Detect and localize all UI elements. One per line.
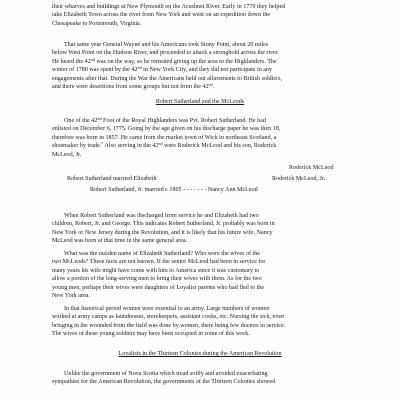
text-line: That same year General Wayne and his Americans took Stony Point, about 20 miles	[64, 42, 269, 48]
text-line: therefore was born in 1857. He came from the market town of Wick in northeast Scotland, a	[52, 134, 277, 141]
text-line: sympathies for the American Revolution, the governments of the Thirteen Colonies showed	[52, 379, 276, 386]
paragraph-5	[52, 250, 354, 300]
superscript: nd	[90, 56, 95, 62]
text-line: The wives of these young soldiers may have been occupied in some of this work.	[52, 331, 250, 338]
text-line: young men, perhaps their wives were daughters of Loyalist parents who had fled to the	[52, 284, 265, 291]
paragraph-3	[52, 117, 354, 159]
paragraph-2	[52, 41, 354, 91]
text-line: many years his wife might have come with him to America since it was customary to	[52, 267, 260, 274]
ancestry-roderick-mcleod: Roderick McLeod	[289, 165, 334, 171]
superscript: nd	[97, 115, 102, 121]
section-heading-loyalists: Loyalists in the Thirteen Colonies during the American Revolution	[118, 351, 282, 357]
superscript: nd	[208, 81, 213, 87]
text-line: New York area.	[52, 293, 90, 300]
text-line: New York or New Jersey during the Revolution, and it is likely that his future wife, Nancy	[52, 229, 273, 236]
text-line: take Elizabeth Town across the river from New York and went on an expedition down the	[52, 12, 271, 19]
superscript: nd	[158, 141, 163, 147]
text-line: McLeod was born at that time in the same general area.	[52, 238, 188, 245]
text-line: engagements after that. During the War the Americans held out allurements to British soldiers,	[52, 75, 283, 82]
text-line: In that historical period women were essential to an army. Large numbers of women	[64, 306, 270, 312]
text-line: below West Point on the Hudson River, and proceeded to attack a stronghold across the river.	[52, 50, 280, 57]
ancestry-marriage-robert-jr-nancy: Robert Sutherland, Jr. married c 1805 - - - - - - - Nancy Ann McLeod	[90, 187, 258, 193]
text-line: When Robert Sutherland was discharged from service he and Elizabeth had two	[64, 213, 259, 219]
text-line: McLeod, Jr.	[52, 151, 82, 158]
text-line: What was the maiden name of Elizabeth Sutherland? Who were the wives of the	[64, 251, 261, 257]
paragraph-7	[52, 370, 354, 387]
text-line: enlisted on December 6, 1775. Going by the age given on his discharge paper he was then 18,	[52, 126, 281, 133]
text-line: their wharves and buildings at New Plymouth on the Acushnet River. Early in 1779 they helped	[52, 4, 286, 10]
text-line: winter of 1780 was spent by the 42nd in New York City, and they did not participate in any	[52, 65, 273, 74]
ancestry-roderick-mcleod-jr: Roderick McLeod, Jr.	[272, 176, 326, 182]
paragraph-6	[52, 305, 354, 339]
text-line: worked at army camps as laundresses, storekeepers, assistant cooks, etc. Nursing the sick, even	[52, 314, 285, 321]
text-line: and there were desertions from some groups but not from the 42nd.	[52, 81, 215, 91]
text-line: Chesapeake to Portsmouth, Virginia.	[52, 20, 142, 27]
text-line: two McLeods? These facts are not known. If the senior McLeod had been in service for	[52, 259, 266, 266]
ancestry-marriage-robert-elizabeth: Robert Sutherland married Elizabeth	[67, 176, 157, 182]
text-line: Unlike the government of Nova Scotia which tread softly and avoided exacerbating	[64, 371, 268, 377]
text-line: He heard the 42nd was on the way, so he retreated giving up the area to the Highlanders. The	[52, 56, 277, 65]
paragraph-1	[52, 3, 354, 28]
text-line: bringing in the wounded from the field was done by women, there being few doctors in service.	[52, 322, 286, 329]
paragraph-4	[52, 212, 354, 246]
superscript: nd	[137, 65, 142, 71]
text-line: children, Robert, Jr. and George. This indicates Robert Sutherland, Jr. probably was born in	[52, 221, 275, 228]
text-line: shoemaker by trade.* Also serving in the 42nd were Roderick McLeod and his son, Roderick	[52, 141, 277, 150]
text-line: One of the 42nd Foot of the Royal Highlanders was Pvt. Robert Sutherland. He had	[64, 115, 266, 124]
section-heading-sutherland-mcleods: Robert Sutherland and the McLeods	[155, 99, 245, 105]
superscript: *	[101, 141, 104, 147]
text-line: allow a portion of the long-serving men to bring their wives with them. As for the two	[52, 276, 262, 283]
